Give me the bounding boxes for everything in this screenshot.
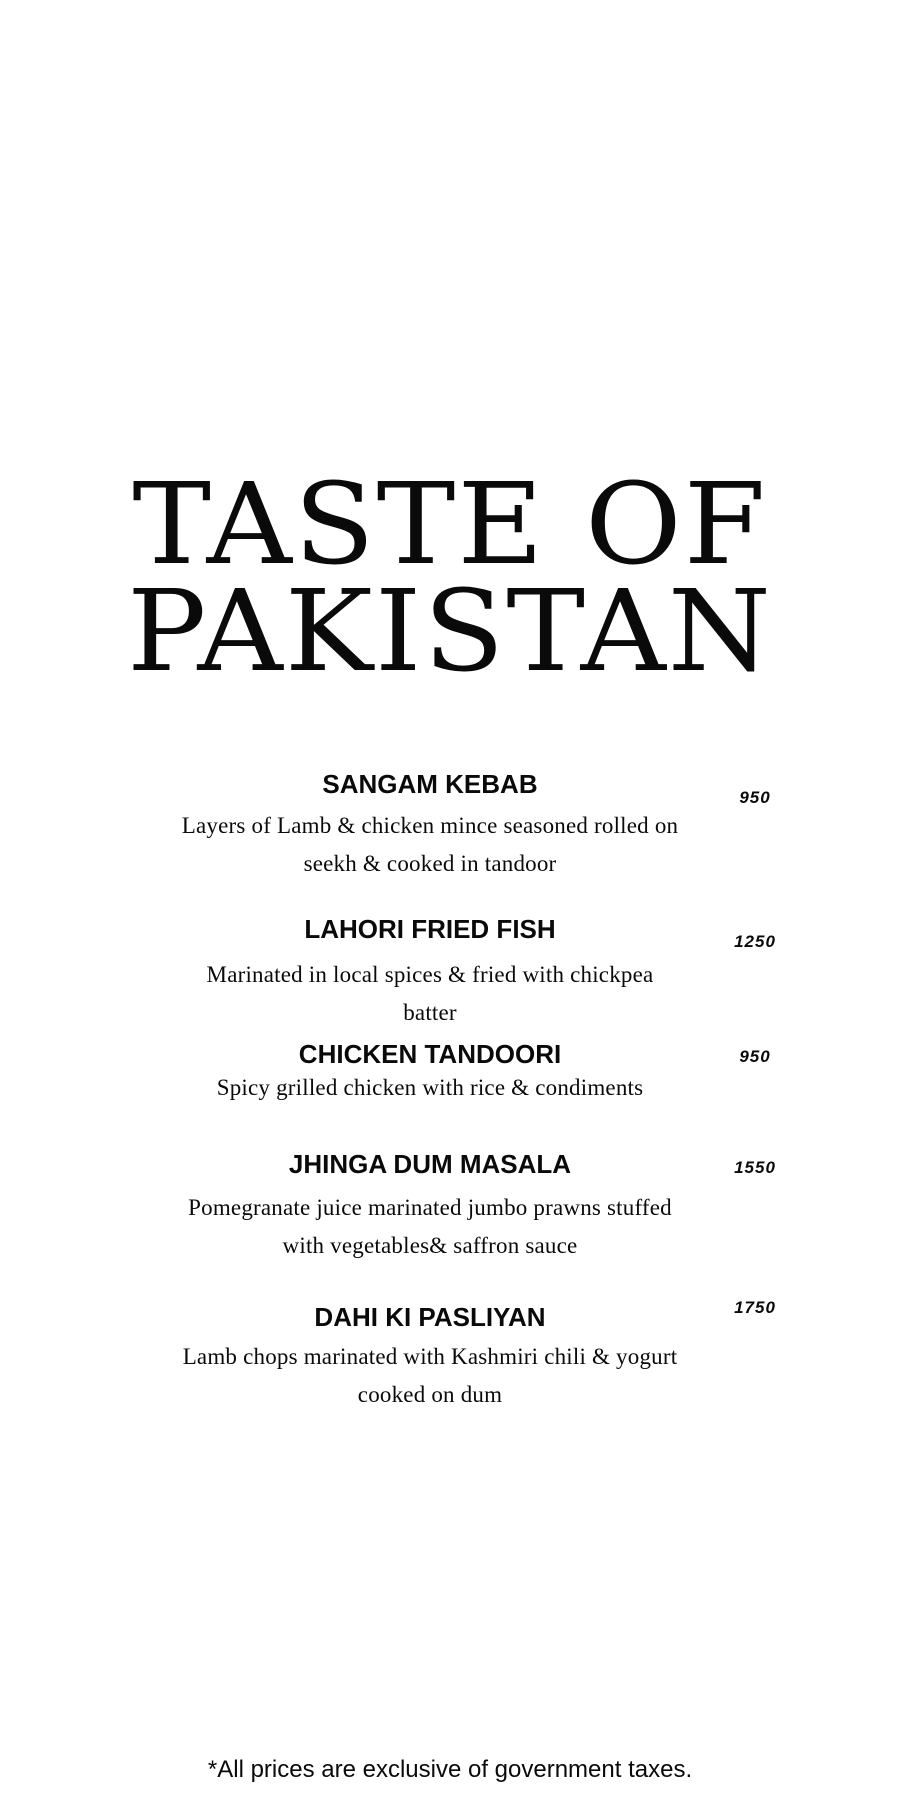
menu-item-price: 950 <box>739 1047 771 1066</box>
menu-item-sangam-kebab <box>180 770 680 883</box>
menu-item-description: Lamb chops marinated with Kashmiri chili & yogurt cooked on dum <box>182 1343 678 1407</box>
menu-item-description: Layers of Lamb & chicken mince seasoned rolled on seekh & cooked in tandoor <box>181 812 679 876</box>
menu-item-dahi-ki-pasliyan <box>180 1303 680 1414</box>
menu-item-chicken-tandoori <box>180 1040 680 1107</box>
menu-item-jhinga-dum-masala <box>180 1150 680 1265</box>
menu-item-description: Pomegranate juice marinated jumbo prawns stuffed with vegetables& saffron sauce <box>188 1194 672 1258</box>
menu-item-price: 1750 <box>734 1298 776 1317</box>
menu-item-name: JHINGA DUM MASALA <box>288 1149 572 1179</box>
menu-item-price: 1250 <box>734 932 776 951</box>
menu-item-name: SANGAM KEBAB <box>322 769 538 799</box>
menu-item-price: 950 <box>739 788 771 807</box>
menu-item-name: LAHORI FRIED FISH <box>304 914 556 944</box>
menu-item-name: CHICKEN TANDOORI <box>298 1039 562 1069</box>
menu-title-line-1: TASTE OF <box>132 458 768 590</box>
price-disclaimer: *All prices are exclusive of government taxes. <box>207 1756 693 1783</box>
menu-item-price: 1550 <box>734 1158 776 1177</box>
menu-title-line-2: PAKISTAN <box>126 565 774 697</box>
menu-item-description: Marinated in local spices & fried with chickpea batter <box>206 961 654 1025</box>
menu-item-name: DAHI KI PASLIYAN <box>314 1302 546 1332</box>
menu-item-description: Spicy grilled chicken with rice & condiments <box>216 1074 644 1100</box>
menu-item-lahori-fried-fish <box>180 915 680 1032</box>
